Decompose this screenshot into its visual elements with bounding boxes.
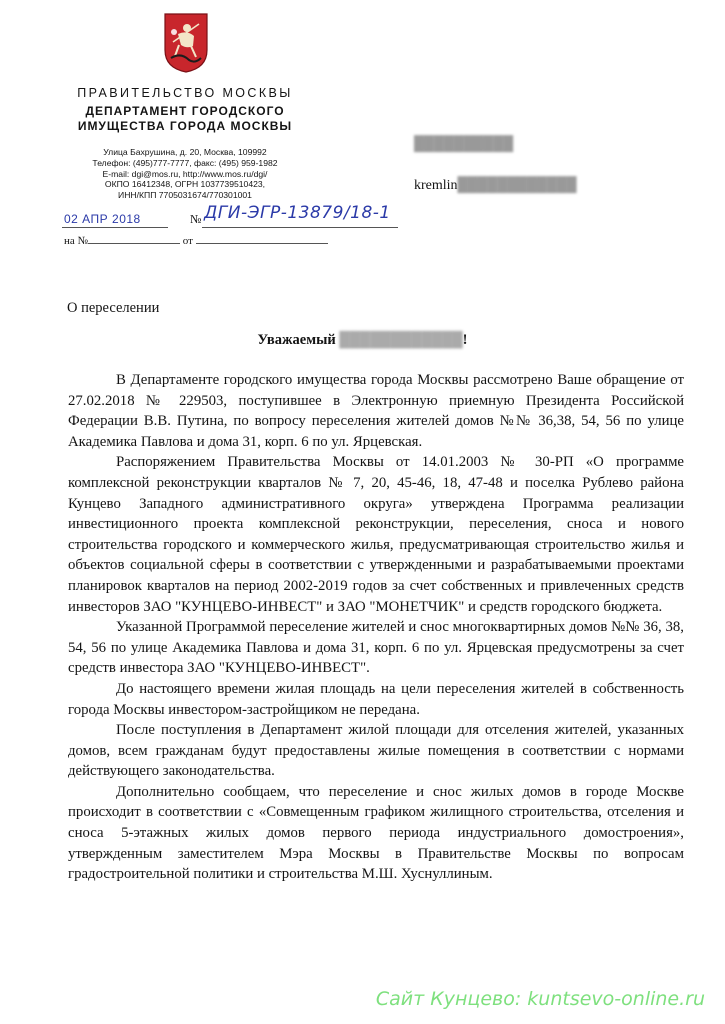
moscow-coat-of-arms-icon (163, 12, 209, 74)
body-paragraph: Указанной Программой переселение жителей и снос многоквартирных домов №№ 36, 38, 54, 56 по улице Академика Павлова и дома 31, корп. 6 по ул. Ярцевская предусмотрены за счет средств инвестора ЗАО "КУНЦЕВО-ИНВЕСТ". (68, 619, 684, 677)
inn-line: ИНН/КПП 7705031674/770301001 (118, 190, 252, 201)
letter-body (68, 370, 684, 885)
body-paragraph: Дополнительно сообщаем, что переселение и снос жилых домов в городе Москве происходит в соответствии с «Совмещенным графиком жилищного строительства, отселения и сноса 5-этажных жилых домов первого периода индустриального домостроения», утвержденным заместителем Мэра Москвы в Правительстве Москвы по вопросам градостроительной политики и строительства М.Ш. Хуснуллиным. (68, 783, 684, 883)
number-label: № (190, 212, 202, 226)
registration-number-stamp: ДГИ-ЭГР-13879/18-1 (204, 203, 391, 223)
body-paragraph: После поступления в Департамент жилой площади для отселения жителей, указанных домов, всем гражданам будут предоставлены жилые помещения в соответствии с нормами действующего законодательства. (68, 722, 684, 780)
recipient-email (414, 178, 577, 194)
recipient-name-redacted: ██████████ (414, 137, 514, 152)
body-paragraph: До настоящего времени жилая площадь на цели переселения жителей в собственность города Москвы инвестором-застройщиком не передана. (68, 680, 684, 718)
greeting-end: ! (462, 332, 468, 348)
recipient-email-prefix: kremlin (414, 178, 458, 193)
address-line: Улица Бахрушина, д. 20, Москва, 109992 (103, 147, 267, 157)
reference-date-label: от (182, 235, 193, 247)
greeting-name-redacted: ████████████ (339, 332, 463, 348)
greeting-start: Уважаемый (257, 332, 336, 348)
recipient-email-redacted: ████████████ (457, 178, 577, 193)
department-name-line2: ИМУЩЕСТВА ГОРОДА МОСКВЫ (77, 119, 293, 133)
department-name-line1: ДЕПАРТАМЕНТ ГОРОДСКОГО (85, 104, 285, 118)
date-underline (62, 227, 168, 228)
phone-line: Телефон: (495)777-7777, факс: (495) 959-1982 (92, 157, 278, 168)
body-paragraph: Распоряжением Правительства Москвы от 14.01.2003 № 30-РП «О программе комплексной реконструкции кварталов № 7, 20, 45-46, 18, 47-48 и поселка Рублево района Кунцево Западного административного округа» утверждена Программа реализации инвестиционного проекта комплексной реконструкции, переселения, сноса и нового строительства городского и коммерческого жилья, предусматривающая строительство жилья и объектов социальной сферы в соответствии с утвержденными и разрабатываемыми проектами планировок кварталов на период 2002-2019 годов за счет собственных и привлеченных средств инвесторов ЗАО "КУНЦЕВО-ИНВЕСТ" и ЗАО "МОНЕТЧИК" и средств городского бюджета. (68, 454, 684, 615)
government-name: ПРАВИТЕЛЬСТВО МОСКВЫ (77, 86, 293, 100)
reference-number-blank (88, 234, 180, 244)
letter-subject: О переселении (67, 300, 160, 316)
reference-date-blank (196, 234, 328, 244)
department-contacts (70, 147, 300, 201)
reference-row (64, 234, 328, 247)
registration-date-stamp: 02 АПР 2018 (64, 212, 141, 226)
body-paragraph: В Департаменте городского имущества города Москвы рассмотрено Ваше обращение от 27.02.2018 № 229503, поступившее в Электронную приемную Президента Российской Федерации В.В. Путина, по вопросу переселения жителей домов №№ 36,38, 54, 56 по улице Академика Павлова и дома 31, корп. 6 по ул. Ярцевская. (68, 372, 684, 450)
site-watermark: Сайт Кунцево: kuntsevo-online.ru (375, 988, 705, 1010)
email-line: E-mail: dgi@mos.ru, http://www.mos.ru/dgi/ (102, 168, 268, 179)
okpo-line: ОКПО 16412348, ОГРН 1037739510423, (104, 179, 266, 190)
number-underline (202, 227, 398, 228)
letter-greeting (0, 332, 725, 349)
reference-number-label: на № (64, 235, 89, 247)
